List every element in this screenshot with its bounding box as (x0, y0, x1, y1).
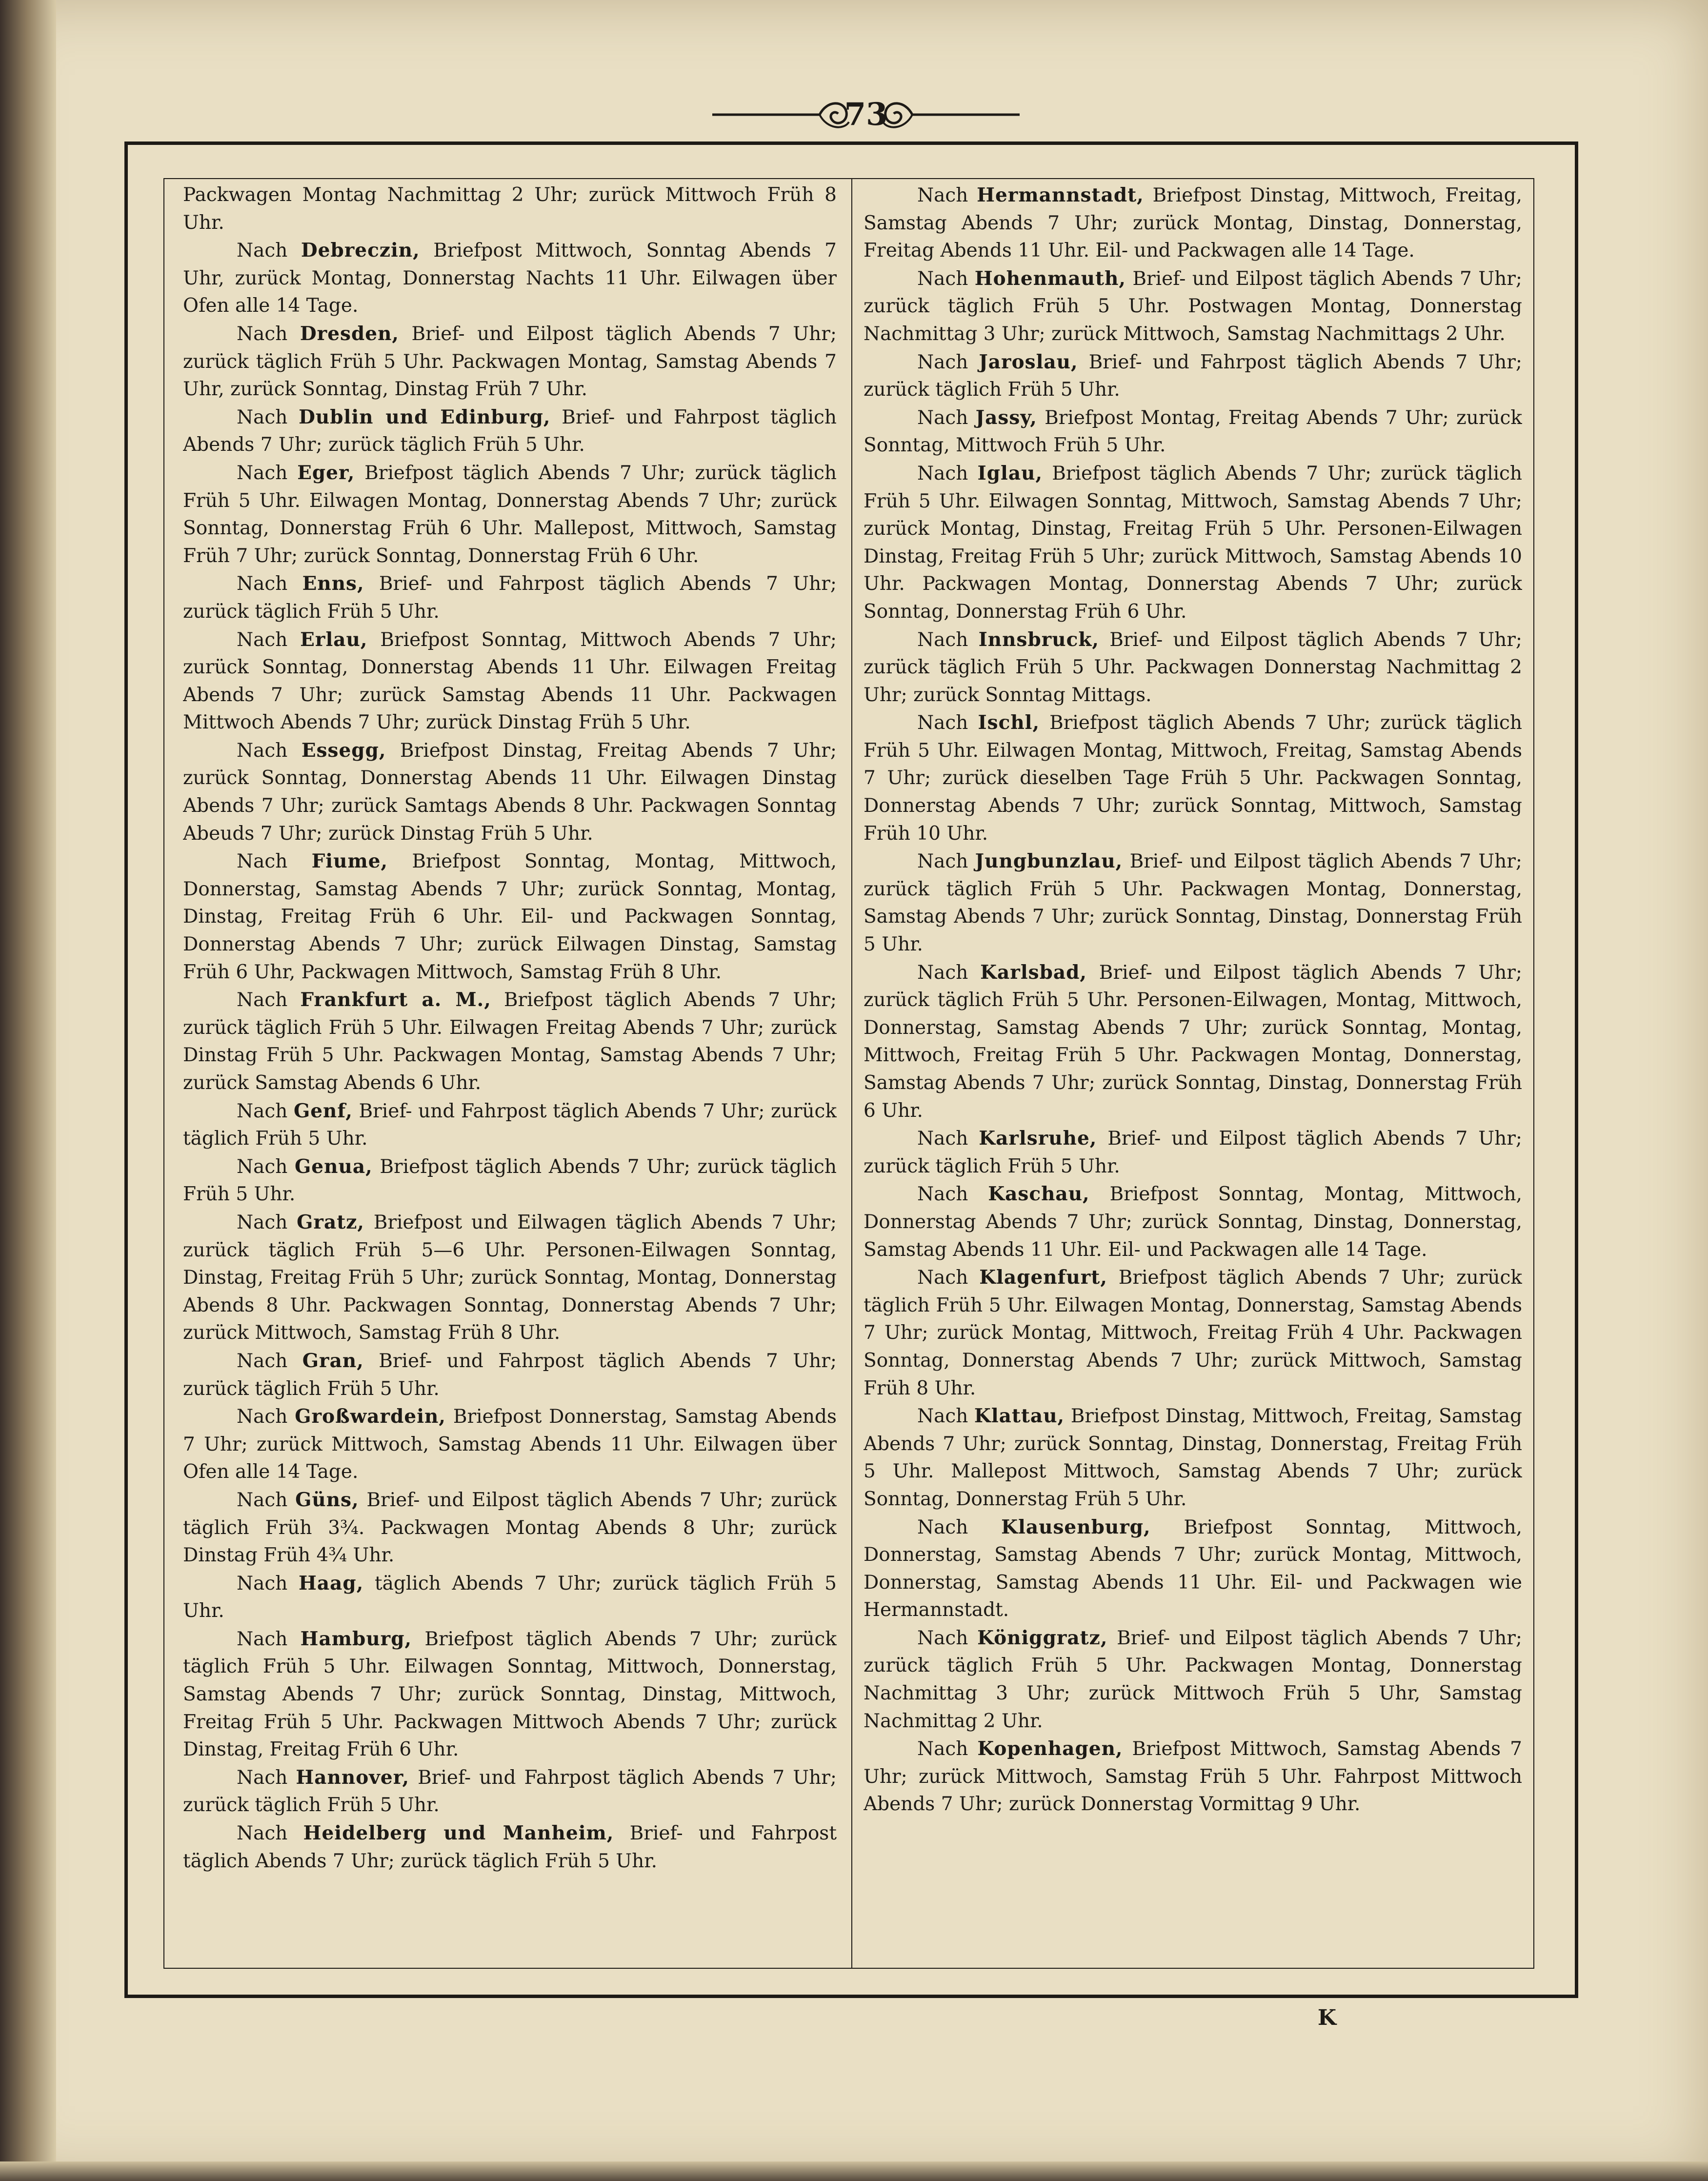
route-entry (864, 1125, 1522, 1180)
destination-name: Haag, (299, 1572, 364, 1595)
entry-lead: Nach (237, 1350, 288, 1372)
route-entry (183, 1570, 837, 1625)
right-column (864, 182, 1522, 1965)
route-entry (183, 986, 837, 1097)
schedule-text: Briefpost täglich Abends 7 Uhr; zurück täglich Früh 5 Uhr. Eilwagen Sonntag, Mittwoch, Donnerstag, Samstag Abends 7 Uhr; zurück Sonntag, Dinstag, Mittwoch, Freitag Früh 5 Uhr. Packwagen Mittwoch Abends 7 Uhr; zurück Dinstag, Freitag Früh 6 Uhr. (183, 1628, 837, 1761)
page-bottom-edge (0, 2161, 1708, 2181)
destination-name: Erlau, (300, 628, 368, 651)
route-entry (864, 1735, 1522, 1818)
destination-name: Eger, (297, 461, 355, 484)
route-entry (183, 570, 837, 626)
route-entry (864, 348, 1522, 404)
entry-lead: Nach (237, 1100, 288, 1122)
route-entry (864, 848, 1522, 958)
destination-name: Iglau, (977, 462, 1043, 485)
entry-lead: Nach (917, 850, 968, 873)
route-entry (183, 1097, 837, 1153)
entry-lead: Nach (917, 961, 968, 984)
entry-lead: Nach (917, 1183, 968, 1206)
schedule-text: Packwagen Montag Nachmittag 2 Uhr; zurück Mittwoch Früh 8 Uhr. (183, 184, 837, 234)
schedule-text: Briefpost und Eilwagen täglich Abends 7 Uhr; zurück täglich Früh 5—6 Uhr. Personen-Eilwagen Sonntag, Dinstag, Freitag Früh 5 Uhr; zurück Sonntag, Montag, Donnerstag Abends 8 Uhr. Packwagen Sonntag, Donnerstag Abends 7 Uhr; zurück Mittwoch, Samstag Früh 8 Uhr. (183, 1211, 837, 1344)
route-entry (183, 237, 837, 320)
route-entry (183, 320, 837, 404)
page-number: 73 (844, 96, 888, 133)
schedule-text: täglich Abends 7 Uhr; zurück täglich Früh 5 Uhr. (183, 1572, 837, 1622)
route-entry (183, 404, 837, 459)
schedule-text: Briefpost Sonntag, Mittwoch Abends 7 Uhr; zurück Sonntag, Donnerstag Abends 11 Uhr. Eilwagen Freitag Abends 7 Uhr; zurück Samstag Abends 11 Uhr. Packwagen Mittwoch Abends 7 Uhr; zurück Dinstag Früh 5 Uhr. (183, 628, 837, 734)
schedule-text: Brief- und Eilpost täglich Abends 7 Uhr; zurück täglich Früh 5 Uhr. (864, 1128, 1522, 1177)
entry-lead: Nach (237, 1572, 288, 1595)
schedule-text: Brief- und Fahrpost täglich Abends 7 Uhr; zurück täglich Früh 5 Uhr. (183, 1766, 837, 1817)
schedule-text: Briefpost Mittwoch, Sonntag Abends 7 Uhr, zurück Montag, Donnerstag Nachts 11 Uhr. Eilwagen über Ofen alle 14 Tage. (183, 240, 837, 317)
destination-name: Hamburg, (300, 1627, 412, 1650)
destination-name: Kopenhagen, (977, 1737, 1123, 1760)
route-entry (864, 1180, 1522, 1264)
entry-lead: Nach (917, 1516, 968, 1538)
entry-lead: Nach (917, 712, 968, 734)
schedule-text: Briefpost Sonntag, Montag, Mittwoch, Donnerstag Abends 7 Uhr; zurück Sonntag, Dinstag, Donnerstag, Samstag Abends 11 Uhr. Eil- und Packwagen alle 14 Tage. (864, 1183, 1522, 1261)
entry-lead: Nach (237, 406, 288, 428)
route-entry (183, 1764, 837, 1819)
route-entry (183, 848, 837, 986)
route-entry (864, 265, 1522, 348)
entry-lead: Nach (237, 1155, 288, 1178)
entry-lead: Nach (917, 1267, 968, 1289)
schedule-text: Briefpost Montag, Freitag Abends 7 Uhr; zurück Sonntag, Mittwoch Früh 5 Uhr. (864, 406, 1522, 457)
destination-name: Klattau, (974, 1405, 1065, 1428)
schedule-text: Brief- und Eilpost täglich Abends 7 Uhr; zurück täglich Früh 5 Uhr. Personen-Eilwagen, Montag, Mittwoch, Donnerstag, Samstag Abends 7 Uhr; zurück Sonntag, Montag, Mittwoch, Freitag Früh 5 Uhr. Packwagen Montag, Donnerstag, Samstag Abends 7 Uhr; zurück Sonntag, Dinstag, Donnerstag Früh 6 Uhr. (864, 961, 1522, 1122)
schedule-text: Briefpost Dinstag, Mittwoch, Freitag, Samstag Abends 7 Uhr; zurück Sonntag, Dinstag, Donnerstag, Freitag Früh 5 Uhr. Mallepost Mittwoch, Samstag Abends 7 Uhr; zurück Sonntag, Donnerstag Früh 5 Uhr. (864, 1405, 1522, 1510)
destination-name: Genua, (295, 1155, 373, 1178)
schedule-text: Brief- und Fahrpost täglich Abends 7 Uhr; zurück täglich Früh 5 Uhr. (183, 1350, 837, 1400)
left-column (183, 182, 837, 1965)
entry-lead: Nach (237, 462, 288, 484)
route-entry (864, 404, 1522, 460)
entry-lead: Nach (917, 1128, 968, 1150)
schedule-text: Briefpost Dinstag, Freitag Abends 7 Uhr; zurück Sonntag, Donnerstag Abends 11 Uhr. Eilwagen Dinstag Abends 7 Uhr; zurück Samtags Abends 8 Uhr. Packwagen Sonntag Abeuds 7 Uhr; zurück Dinstag Früh 5 Uhr. (183, 739, 837, 845)
route-entry (183, 1347, 837, 1403)
destination-name: Debreczin, (301, 239, 420, 262)
right-flourish-icon (878, 85, 1025, 144)
destination-name: Gratz, (297, 1211, 364, 1233)
route-entry (183, 459, 837, 570)
entry-lead: Nach (917, 267, 968, 290)
entry-lead: Nach (237, 1628, 288, 1650)
entry-lead: Nach (237, 1822, 288, 1845)
schedule-text: Briefpost täglich Abends 7 Uhr; zurück täglich Früh 5 Uhr. Eilwagen Montag, Donnerstag Abends 7 Uhr; zurück Sonntag, Donnerstag Früh 6 Uhr. Mallepost, Mittwoch, Samstag Früh 7 Uhr; zurück Sonntag, Donnerstag Früh 6 Uhr. (183, 462, 837, 567)
schedule-text: Brief- und Fahrpost täglich Abends 7 Uhr; zurück täglich Früh 5 Uhr. (183, 406, 837, 456)
route-entry (183, 1819, 837, 1875)
destination-name: Ischl, (978, 711, 1040, 734)
entry-lead: Nach (917, 628, 968, 651)
destination-name: Karlsruhe, (979, 1127, 1097, 1150)
route-entry (183, 737, 837, 848)
schedule-text: Briefpost Sonntag, Montag, Mittwoch, Donnerstag, Samstag Abends 7 Uhr; zurück Sonntag, Montag, Dinstag, Freitag Früh 6 Uhr. Eil- und Packwagen Sonntag, Donnerstag Abends 7 Uhr; zurück Eilwagen Dinstag, Samstag Früh 6 Uhr, Packwagen Mittwoch, Samstag Früh 8 Uhr. (183, 850, 837, 983)
schedule-text: Briefpost Mittwoch, Samstag Abends 7 Uhr; zurück Mittwoch, Samstag Früh 5 Uhr. Fahrpost Mittwoch Abends 7 Uhr; zurück Donnerstag Vormittag 9 Uhr. (864, 1738, 1522, 1816)
route-entry (183, 1153, 837, 1209)
page-header (707, 85, 1025, 144)
route-entry (183, 1486, 837, 1570)
schedule-text: Briefpost Dinstag, Mittwoch, Freitag, Samstag Abends 7 Uhr; zurück Montag, Dinstag, Donnerstag, Freitag Abends 11 Uhr. Eil- und Packwagen alle 14 Tage. (864, 184, 1522, 262)
schedule-text: Briefpost täglich Abends 7 Uhr; zurück täglich Früh 5 Uhr. Eilwagen Freitag Abends 7 Uhr; zurück Dinstag Früh 5 Uhr. Packwagen Montag, Samstag Abends 7 Uhr; zurück Samstag Abends 6 Uhr. (183, 989, 837, 1094)
destination-name: Jassy, (975, 406, 1037, 429)
destination-name: Heidelberg und Manheim, (303, 1822, 614, 1845)
schedule-text: Briefpost täglich Abends 7 Uhr; zurück täglich Früh 5 Uhr. Eilwagen Montag, Mittwoch, Freitag, Samstag Abends 7 Uhr; zurück dieselben Tage Früh 5 Uhr. Packwagen Sonntag, Donnerstag Abends 7 Uhr; zurück Sonntag, Mittwoch, Samstag Früh 10 Uhr. (864, 712, 1522, 845)
schedule-text: Brief- und Fahrpost täglich Abends 7 Uhr; zurück täglich Früh 5 Uhr. (864, 351, 1522, 401)
route-entry (864, 460, 1522, 626)
route-entry (864, 1402, 1522, 1513)
route-entry (183, 626, 837, 737)
schedule-text: Briefpost Sonntag, Mittwoch, Donnerstag, Samstag Abends 7 Uhr; zurück Montag, Mittwoch, Donnerstag, Samstag Abends 11 Uhr. Eil- und Packwagen wie Hermannstadt. (864, 1516, 1522, 1621)
schedule-text: Brief- und Eilpost täglich Abends 7 Uhr; zurück täglich Früh 5 Uhr. Packwagen Donnerstag Nachmittag 2 Uhr; zurück Sonntag Mittags. (864, 628, 1522, 706)
destination-name: Fiume, (311, 850, 388, 873)
destination-name: Karlsbad, (980, 961, 1087, 984)
entry-lead: Nach (237, 739, 288, 762)
destination-name: Essegg, (301, 739, 386, 762)
schedule-text: Briefpost täglich Abends 7 Uhr; zurück täglich Früh 5 Uhr. Eilwagen Montag, Donnerstag, Samstag Abends 7 Uhr; zurück Montag, Mittwoch, Freitag Früh 4 Uhr. Packwagen Sonntag, Donnerstag Abends 7 Uhr; zurück Mittwoch, Samstag Früh 8 Uhr. (864, 1267, 1522, 1399)
entry-lead: Nach (917, 1627, 968, 1649)
route-entry (183, 1209, 837, 1347)
destination-name: Hannover, (296, 1766, 410, 1789)
entry-lead: Nach (237, 1211, 288, 1233)
destination-name: Dublin und Edinburg, (299, 405, 551, 428)
schedule-text: Brief- und Eilpost täglich Abends 7 Uhr; zurück täglich Früh 5 Uhr. Postwagen Montag, Donnerstag Nachmittag 3 Uhr; zurück Mittwoch, Samstag Nachmittags 2 Uhr. (864, 267, 1522, 345)
signature-mark: K (1317, 2005, 1337, 2030)
destination-name: Kaschau, (988, 1183, 1090, 1206)
destination-name: Dresden, (300, 322, 399, 345)
schedule-text: Brief- und Fahrpost täglich Abends 7 Uhr; zurück täglich Früh 5 Uhr. (183, 1822, 837, 1872)
route-entry (864, 959, 1522, 1125)
destination-name: Jungbunzlau, (975, 850, 1123, 873)
entry-lead: Nach (237, 850, 288, 873)
route-entry (864, 182, 1522, 265)
entry-lead: Nach (237, 573, 288, 595)
schedule-text: Briefpost täglich Abends 7 Uhr; zurück täglich Früh 5 Uhr. Eilwagen Sonntag, Mittwoch, Samstag Abends 7 Uhr; zurück Montag, Dinstag, Freitag Früh 5 Uhr. Personen-Eilwagen Dinstag, Freitag Früh 5 Uhr; zurück Mittwoch, Samstag Abends 10 Uhr. Packwagen Montag, Donnerstag Abends 7 Uhr; zurück Sonntag, Donnerstag Früh 6 Uhr. (864, 462, 1522, 623)
schedule-text: Briefpost Donnerstag, Samstag Abends 7 Uhr; zurück Mittwoch, Samstag Abends 11 Uhr. Eilwagen über Ofen alle 14 Tage. (183, 1406, 837, 1483)
route-entry (864, 1514, 1522, 1624)
destination-name: Hohenmauth, (974, 267, 1126, 290)
route-entry (183, 1625, 837, 1764)
route-entry (183, 182, 837, 237)
entry-lead: Nach (917, 1738, 968, 1760)
destination-name: Königgratz, (977, 1626, 1108, 1649)
destination-name: Großwardein, (295, 1405, 446, 1428)
route-entry (864, 709, 1522, 848)
destination-name: Klausenburg, (1001, 1515, 1151, 1538)
schedule-text: Brief- und Fahrpost täglich Abends 7 Uhr; zurück täglich Früh 5 Uhr. (183, 573, 837, 623)
schedule-text: Brief- und Eilpost täglich Abends 7 Uhr; zurück täglich Früh 5 Uhr. Packwagen Montag, Donnerstag, Samstag Abends 7 Uhr; zurück Sonntag, Dinstag, Donnerstag Früh 5 Uhr. (864, 850, 1522, 956)
schedule-text: Briefpost täglich Abends 7 Uhr; zurück täglich Früh 5 Uhr. (183, 1155, 837, 1206)
route-entry (864, 626, 1522, 709)
column-divider (851, 178, 852, 1969)
entry-lead: Nach (237, 323, 288, 345)
entry-lead: Nach (917, 462, 968, 485)
entry-lead: Nach (237, 628, 288, 651)
entry-lead: Nach (237, 240, 288, 262)
entry-lead: Nach (917, 351, 968, 373)
destination-name: Gran, (302, 1349, 364, 1372)
entry-lead: Nach (237, 989, 288, 1011)
entry-lead: Nach (237, 1489, 288, 1511)
entry-lead: Nach (237, 1406, 288, 1428)
destination-name: Jaroslau, (979, 350, 1078, 373)
destination-name: Frankfurt a. M., (300, 989, 491, 1011)
page-gutter-shadow (0, 0, 56, 2181)
route-entry (183, 1403, 837, 1486)
destination-name: Hermannstadt, (977, 184, 1144, 206)
route-entry (864, 1624, 1522, 1735)
destination-name: Klagenfurt, (979, 1266, 1107, 1289)
entry-lead: Nach (237, 1766, 288, 1789)
schedule-text: Brief- und Fahrpost täglich Abends 7 Uhr; zurück täglich Früh 5 Uhr. (183, 1100, 837, 1150)
destination-name: Güns, (295, 1488, 359, 1511)
entry-lead: Nach (917, 184, 968, 206)
destination-name: Innsbruck, (978, 628, 1099, 651)
schedule-text: Brief- und Eilpost täglich Abends 7 Uhr; zurück täglich Früh 5 Uhr. Packwagen Montag, Samstag Abends 7 Uhr, zurück Sonntag, Dinstag Früh 7 Uhr. (183, 323, 837, 401)
destination-name: Enns, (302, 572, 364, 595)
entry-lead: Nach (917, 406, 968, 429)
schedule-text: Brief- und Eilpost täglich Abends 7 Uhr; zurück täglich Früh 5 Uhr. Packwagen Montag, Donnerstag Nachmittag 3 Uhr; zurück Mittwoch Früh 5 Uhr, Samstag Nachmittag 2 Uhr. (864, 1627, 1522, 1732)
destination-name: Genf, (293, 1099, 353, 1122)
schedule-text: Brief- und Eilpost täglich Abends 7 Uhr; zurück täglich Früh 3¾. Packwagen Montag Abends 8 Uhr; zurück Dinstag Früh 4¾ Uhr. (183, 1489, 837, 1567)
route-entry (864, 1264, 1522, 1402)
entry-lead: Nach (917, 1405, 968, 1428)
